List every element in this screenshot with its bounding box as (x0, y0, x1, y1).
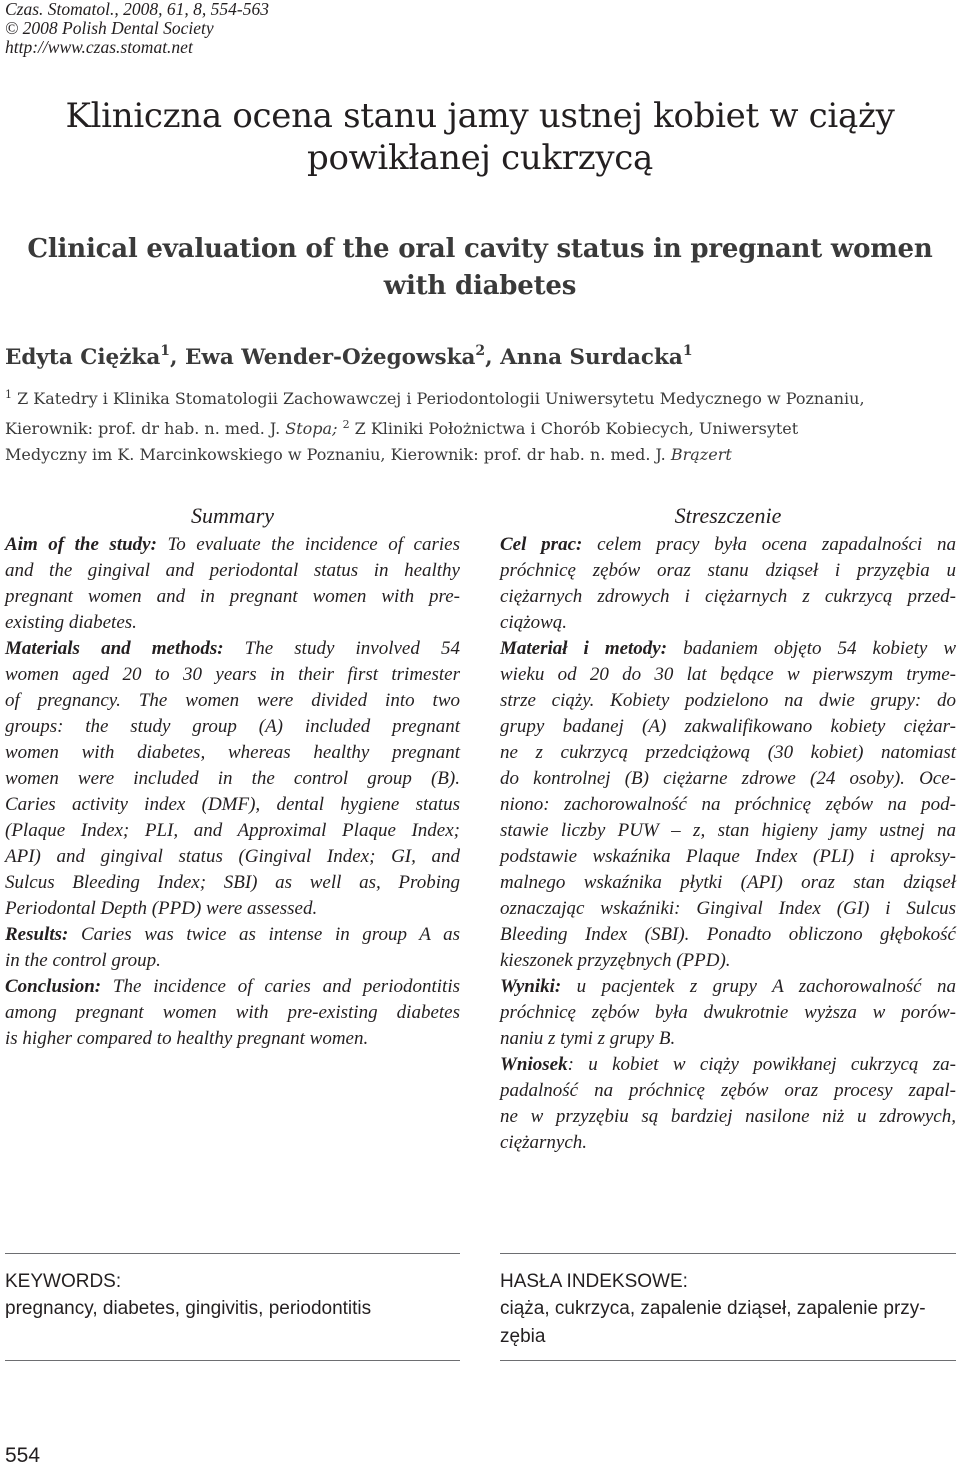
abstract-line (5, 688, 460, 714)
streszczenie-column (500, 500, 956, 1156)
abstract-text: strze ciąży. Kobiety podzielono na dwie grupy: do (500, 690, 956, 711)
author-name: Edyta Ciężka (5, 345, 161, 370)
abstract-text: stawie liczby PUW – z, stan higieny jamy ustnej na (500, 820, 956, 841)
keywords-top-rule (5, 1253, 460, 1254)
abstract-line (5, 766, 460, 792)
author-affiliation-mark: 2 (475, 343, 486, 359)
journal-header (5, 0, 269, 57)
abstract-line (500, 948, 956, 974)
hasla-top-rule (500, 1253, 956, 1254)
abstract-line (500, 844, 956, 870)
abstract-text: u pacjentek z grupy A zachorowalność na (561, 976, 956, 997)
abstract-label: Results: (5, 924, 69, 945)
abstract-text: women aged 20 to 30 years in their first trimester (5, 664, 460, 685)
abstract-line (500, 1078, 956, 1104)
author-list (5, 334, 693, 375)
keywords-bottom-rule (5, 1360, 460, 1361)
abstract-line (5, 844, 460, 870)
abstract-text: among pregnant women with pre-existing diabetes (5, 1002, 460, 1023)
author-affiliation-mark: 1 (160, 343, 171, 359)
abstract-line (5, 558, 460, 584)
abstract-line (5, 610, 460, 636)
journal-citation: Czas. Stomatol., 2008, 61, 8, 554-563 (5, 0, 269, 19)
affiliation-text: Z Kliniki Położnictwa i Chorób Kobiecych, Uniwersytet (349, 419, 799, 438)
abstract-label: Cel prac: (500, 534, 583, 555)
abstract-text: ne w przyzębiu są bardziej nasilone niż u zdrowych, (500, 1106, 956, 1127)
abstract-line (5, 636, 460, 662)
abstract-line (5, 1000, 460, 1026)
english-title-line: with diabetes (383, 271, 577, 301)
affiliation-line (5, 442, 960, 468)
abstract-text: Sulcus Bleeding Index; SBI) as well as, Probing (5, 872, 460, 893)
abstract-text: kieszonek przyzębnych (PPD). (500, 950, 731, 971)
abstract-line (5, 818, 460, 844)
summary-heading: Summary (190, 503, 275, 528)
abstract-text: women with diabetes, whereas healthy pregnant (5, 742, 460, 763)
abstract-text: ciążową. (500, 612, 568, 633)
abstract-line (500, 662, 956, 688)
abstract-text: oznaczając wskaźniki: Gingival Index (GI) i Sulcus (500, 898, 956, 919)
author-name: , Ewa Wender-Ożegowska (170, 345, 476, 370)
abstract-label: Conclusion: (5, 976, 102, 997)
hasla-title: HASŁA INDEKSOWE: (500, 1271, 688, 1292)
keywords-title: KEYWORDS: (5, 1271, 122, 1292)
english-title-line: Clinical evaluation of the oral cavity status in pregnant women (27, 234, 933, 264)
abstract-line (5, 948, 460, 974)
abstract-line (500, 532, 956, 558)
hasla-body-line: zębia (500, 1326, 546, 1347)
abstract-line (500, 792, 956, 818)
abstract-text: Caries activity index (DMF), dental hygiene status (5, 794, 460, 815)
abstract-text: : u kobiet w ciąży powikłanej cukrzycą za- (567, 1054, 956, 1075)
abstract-line (5, 974, 460, 1000)
abstract-text: The incidence of caries and periodontitis (101, 976, 460, 997)
abstract-line (500, 558, 956, 584)
abstract-line (5, 662, 460, 688)
abstract-text: in the control group. (5, 950, 161, 971)
affiliation-text-italic: Stopa; (280, 419, 343, 438)
abstract-label: Wyniki: (500, 976, 562, 997)
abstract-text: Caries was twice as intense in group A as (68, 924, 460, 945)
polish-title-line: Kliniczna ocena stanu jamy ustnej kobiet w ciąży (65, 96, 895, 136)
abstract-text: grupy badanej (A) zakwalifikowano kobiety ciężar- (500, 716, 956, 737)
abstract-text: do kontrolnej (B) ciężarne zdrowe (24 osoby). Oce- (500, 768, 956, 789)
abstract-text: ne z cukrzycą przedciążową (30 kobiet) natomiast (500, 742, 956, 763)
abstract-text: women were included in the control group (B). (5, 768, 460, 789)
abstract-text: badaniem objęto 54 kobiety w (667, 638, 956, 659)
summary-body (5, 532, 460, 1052)
abstract-line (500, 688, 956, 714)
abstract-text: wieku od 20 do 30 lat będące w pierwszym tryme- (500, 664, 956, 685)
abstract-line (5, 740, 460, 766)
abstract-line (5, 714, 460, 740)
abstract-text: and the gingival and periodontal status in healthy (5, 560, 460, 581)
abstract-text: To evaluate the incidence of caries (156, 534, 460, 555)
abstract-text: malnego wskaźnika płytki (API) oraz stan dziąseł (500, 872, 956, 893)
streszczenie-body (500, 532, 956, 1156)
abstract-text: próchnicę zębów była dwukrotnie wyższa w porów- (500, 1002, 956, 1023)
abstract-line (5, 922, 460, 948)
affiliation-line (5, 412, 960, 442)
abstract-text: podstawie wskaźnika Plaque Index (PLI) i aproksy- (500, 846, 956, 867)
affiliation-text: Medyczny im K. Marcinkowskiego w Poznaniu, Kierownik: prof. dr hab. n. med. J. (5, 445, 666, 464)
author-affiliation-mark: 1 (682, 343, 693, 359)
journal-url: http://www.czas.stomat.net (5, 37, 193, 57)
author-name: , Anna Surdacka (485, 345, 683, 370)
abstract-line (500, 1026, 956, 1052)
polish-title-line: powikłanej cukrzycą (306, 138, 653, 178)
abstract-label: Materials and methods: (5, 638, 224, 659)
abstract-line (5, 532, 460, 558)
abstract-line (500, 974, 956, 1000)
abstract-line (500, 740, 956, 766)
abstract-line (500, 766, 956, 792)
abstract-label: Materiał i metody: (500, 638, 668, 659)
abstract-text: is higher compared to healthy pregnant women. (5, 1028, 369, 1049)
affiliation-text-italic: Brązert (665, 445, 732, 464)
abstract-line (500, 1000, 956, 1026)
english-title (0, 231, 960, 305)
abstract-line (500, 922, 956, 948)
abstract-text: (Plaque Index; PLI, and Approximal Plaque Index; (5, 820, 460, 841)
keywords-body: pregnancy, diabetes, gingivitis, periodontitis (5, 1298, 372, 1319)
abstract-line (500, 1052, 956, 1078)
abstract-text: celem pracy była ocena zapadalności na (582, 534, 957, 555)
abstract-line (500, 610, 956, 636)
abstract-text: API) and gingival status (Gingival Index; GI, and (5, 846, 460, 867)
abstract-line (5, 792, 460, 818)
abstract-text: Periodontal Depth (PPD) were assessed. (5, 898, 318, 919)
abstract-text: ciężarnych zdrowych i ciężarnych z cukrzycą przed- (500, 586, 956, 607)
abstract-text: niono: zachorowalność na próchnicę zębów na pod- (500, 794, 956, 815)
abstract-line (500, 1104, 956, 1130)
abstract-line (5, 584, 460, 610)
abstract-line (5, 896, 460, 922)
abstract-line (5, 1026, 460, 1052)
polish-title (0, 95, 960, 179)
affiliation-line (5, 382, 960, 412)
abstract-text: ciężarnych. (500, 1132, 588, 1153)
affiliation-mark: 2 (342, 418, 350, 431)
abstract-line (500, 714, 956, 740)
abstract-line (500, 870, 956, 896)
streszczenie-heading: Streszczenie (674, 503, 782, 528)
abstract-label: Aim of the study: (5, 534, 157, 555)
abstract-text: The study involved 54 (223, 638, 460, 659)
abstract-text: próchnicę zębów oraz stanu dziąseł i przyzębia u (500, 560, 956, 581)
abstract-text: of pregnancy. The women were divided into two (5, 690, 460, 711)
affiliations (5, 382, 960, 468)
affiliation-text: Z Katedry i Klinika Stomatologii Zachowawczej i Periodontologii Uniwersytetu Medycznego w Poznaniu, (12, 389, 865, 408)
abstract-label: Wniosek (500, 1054, 568, 1075)
hasla-body (500, 1295, 956, 1351)
abstract-line (500, 1130, 956, 1156)
hasla-bottom-rule (500, 1360, 956, 1361)
abstract-line (5, 870, 460, 896)
summary-column (5, 500, 460, 1052)
hasla-body-line: ciąża, cukrzyca, zapalenie dziąseł, zapalenie przy- (500, 1298, 926, 1319)
abstract-text: existing diabetes. (5, 612, 137, 633)
abstract-text: pregnant women and in pregnant women with pre- (5, 586, 460, 607)
abstract-text: padalność na próchnicę zębów oraz procesy zapal- (500, 1080, 956, 1101)
abstract-line (500, 584, 956, 610)
abstract-text: naniu z tymi z grupy B. (500, 1028, 676, 1049)
abstract-text: Bleeding Index (SBI). Ponadto obliczono głębokość (500, 924, 956, 945)
affiliation-mark: 1 (5, 388, 12, 401)
copyright-line: © 2008 Polish Dental Society (5, 18, 214, 38)
page-number: 554 (5, 1444, 41, 1467)
affiliation-text: Kierownik: prof. dr hab. n. med. J. (5, 419, 281, 438)
abstract-text: groups: the study group (A) included pregnant (5, 716, 460, 737)
abstract-line (500, 818, 956, 844)
abstract-line (500, 636, 956, 662)
abstract-line (500, 896, 956, 922)
